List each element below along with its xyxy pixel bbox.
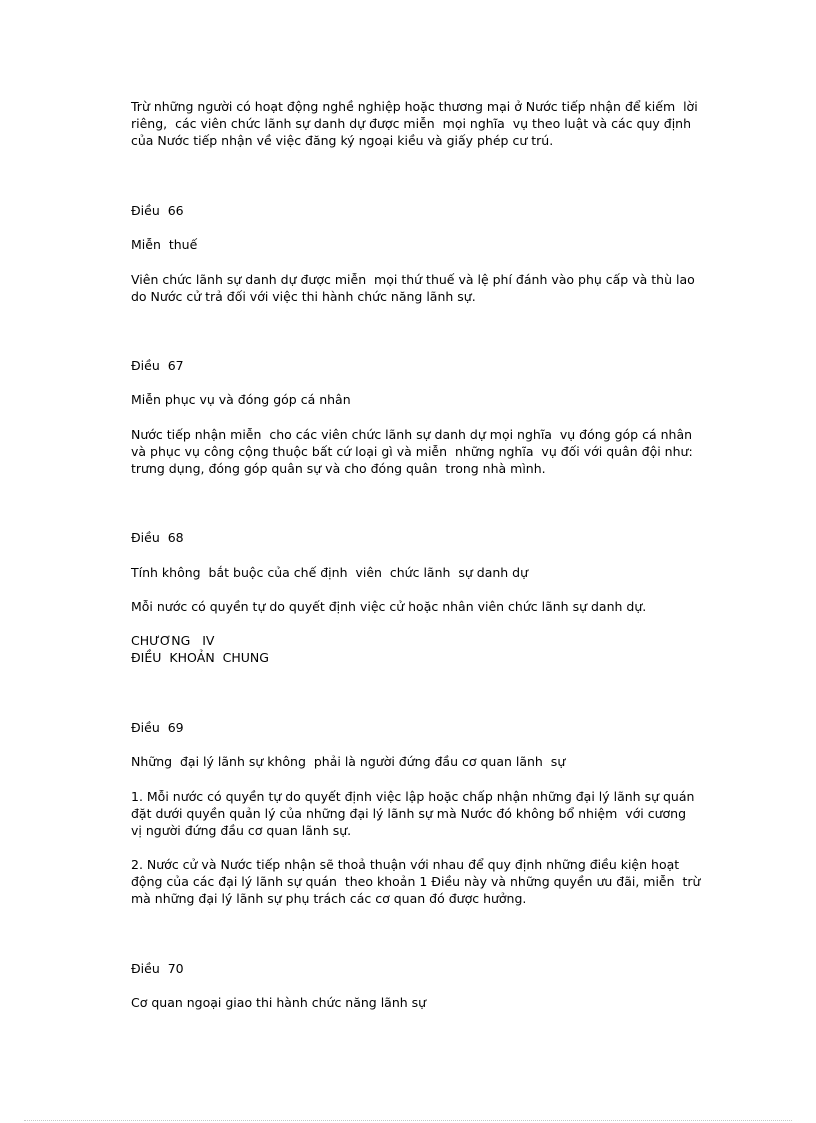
article-69-number	[131, 719, 751, 736]
paragraph-line: Viên chức lãnh sự danh dự được miễn mọi thứ thuế và lệ phí đánh vào phụ cấp và thù lao	[131, 272, 695, 287]
paragraph-line: và phục vụ công cộng thuộc bất cứ loại gì và miễn những nghĩa vụ đối với quân đội như:	[131, 444, 693, 459]
article-number: Điều 70	[131, 961, 184, 976]
article-number: Điều 67	[131, 358, 184, 373]
paragraph-line: Nước tiếp nhận miễn cho các viên chức lãnh sự danh dự mọi nghĩa vụ đóng góp cá nhân	[131, 427, 693, 442]
article-67-title	[131, 391, 751, 408]
article-69-paragraph-2	[131, 856, 751, 907]
article-68-number	[131, 529, 751, 546]
paragraph-line: 1. Mỗi nước có quyền tự do quyết định việc lập hoặc chấp nhận những đại lý lãnh sự quán	[131, 789, 695, 804]
article-number: Điều 69	[131, 720, 184, 735]
paragraph-line: vị người đứng đầu cơ quan lãnh sự.	[131, 823, 352, 838]
article-68-title	[131, 564, 751, 581]
article-66-body	[131, 271, 751, 305]
article-title: Miễn thuế	[131, 237, 198, 252]
article-66-number	[131, 202, 751, 219]
page-bottom-divider	[24, 1120, 792, 1121]
paragraph-line: mà những đại lý lãnh sự phụ trách các cơ quan đó được hưởng.	[131, 891, 527, 906]
paragraph-line: riêng, các viên chức lãnh sự danh dự được miễn mọi nghĩa vụ theo luật và các quy định	[131, 116, 692, 131]
article-title: Cơ quan ngoại giao thi hành chức năng lãnh sự	[131, 995, 427, 1010]
paragraph-line: Mỗi nước có quyền tự do quyết định việc cử hoặc nhân viên chức lãnh sự danh dự.	[131, 599, 647, 614]
chapter-heading	[131, 632, 751, 666]
article-70-number	[131, 960, 751, 977]
paragraph-line: 2. Nước cử và Nước tiếp nhận sẽ thoả thuận với nhau để quy định những điều kiện hoạt	[131, 857, 680, 872]
chapter-number: CHƯƠNG IV	[131, 633, 215, 648]
article-69-title	[131, 753, 751, 770]
paragraph-line: của Nước tiếp nhận về việc đăng ký ngoại kiều và giấy phép cư trú.	[131, 133, 554, 148]
paragraph-line: đặt dưới quyền quản lý của những đại lý lãnh sự mà Nước đó không bổ nhiệm với cương	[131, 806, 687, 821]
article-67-body	[131, 426, 751, 477]
article-number: Điều 68	[131, 530, 184, 545]
article-68-body	[131, 598, 751, 615]
article-69-paragraph-1	[131, 788, 751, 839]
article-66-title	[131, 236, 751, 253]
chapter-title: ĐIỀU KHOẢN CHUNG	[131, 650, 269, 665]
paragraph-line: động của các đại lý lãnh sự quán theo khoản 1 Điều này và những quyền ưu đãi, miễn trừ	[131, 874, 701, 889]
paragraph-line: Trừ những người có hoạt động nghề nghiệp hoặc thương mại ở Nước tiếp nhận để kiếm lời	[131, 99, 698, 114]
paragraph-line: trưng dụng, đóng góp quân sự và cho đóng quân trong nhà mình.	[131, 461, 546, 476]
article-title: Miễn phục vụ và đóng góp cá nhân	[131, 392, 351, 407]
article-title: Những đại lý lãnh sự không phải là người đứng đầu cơ quan lãnh sự	[131, 754, 566, 769]
article-70-title	[131, 994, 751, 1011]
intro-paragraph	[131, 98, 751, 149]
article-number: Điều 66	[131, 203, 184, 218]
article-67-number	[131, 357, 751, 374]
article-title: Tính không bắt buộc của chế định viên chức lãnh sự danh dự	[131, 565, 529, 580]
paragraph-line: do Nước cử trả đối với việc thi hành chức năng lãnh sự.	[131, 289, 476, 304]
